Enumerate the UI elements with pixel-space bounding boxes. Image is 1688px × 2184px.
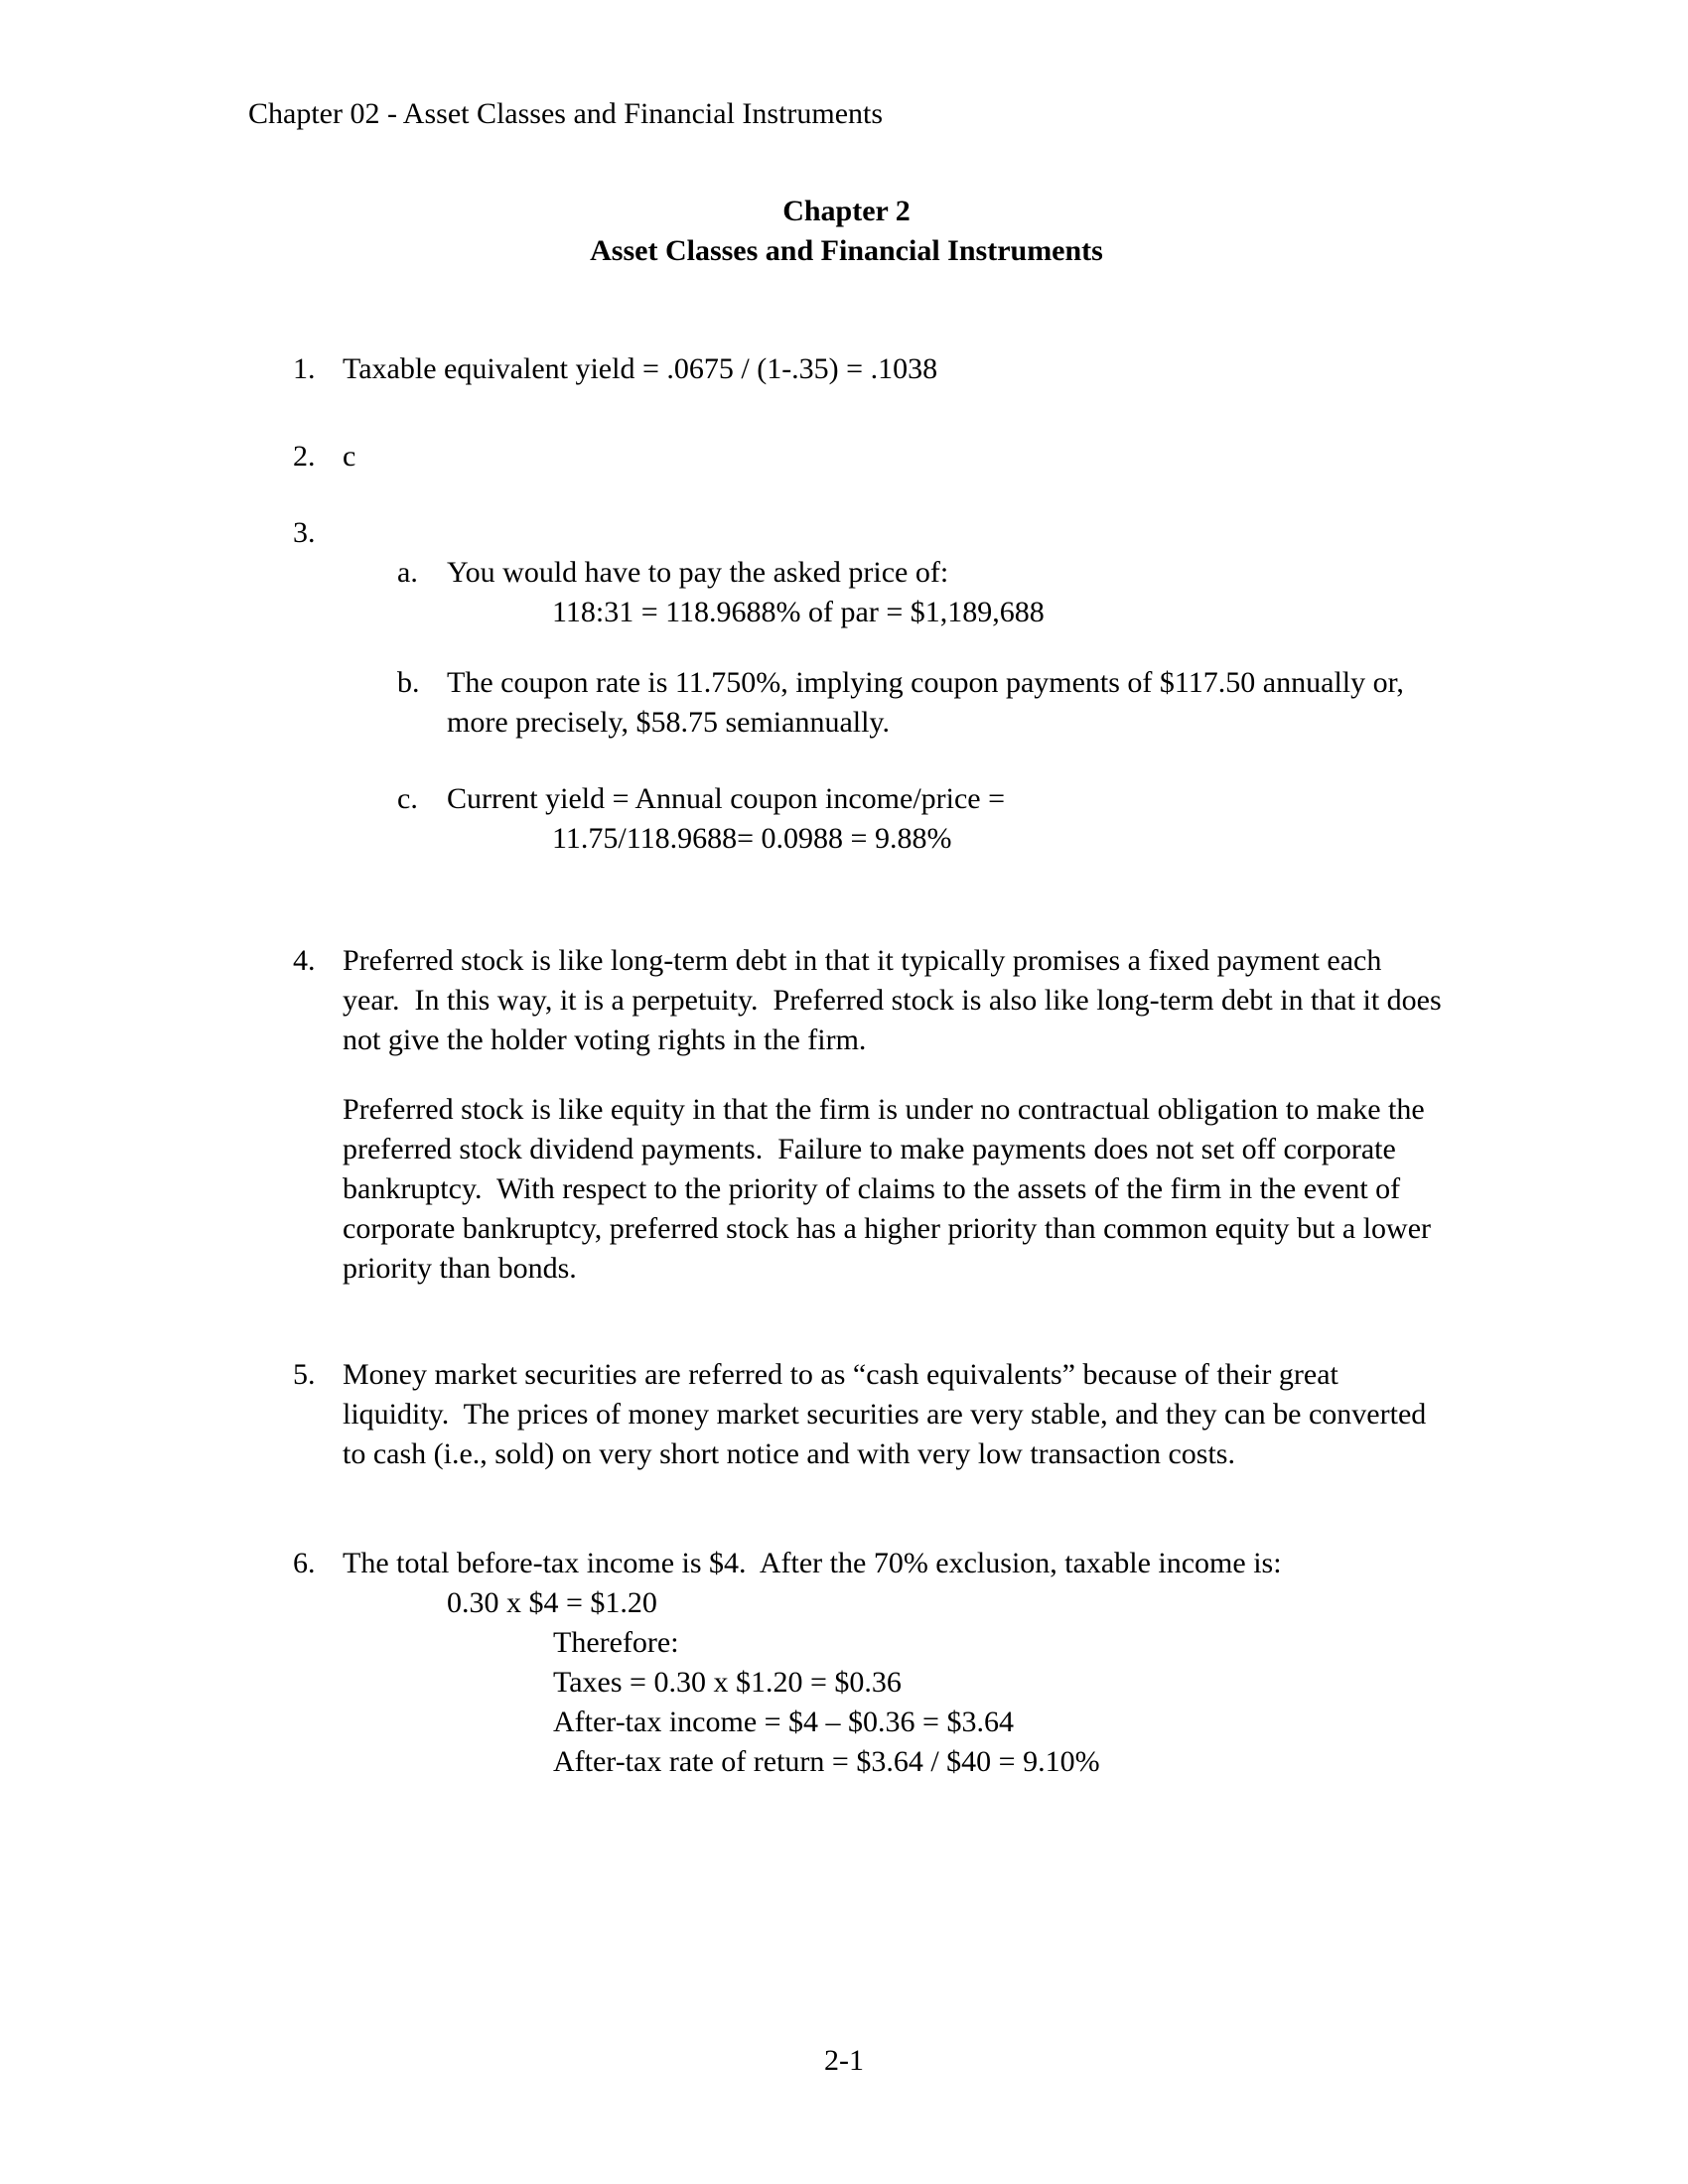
problem-6-calc-after-tax-return: After-tax rate of return = $3.64 / $40 = 9.10% xyxy=(553,1745,1100,1778)
problem-3c-calculation: 11.75/118.9688= 0.0988 = 9.88% xyxy=(552,822,952,855)
problem-3a xyxy=(397,553,1445,593)
problem-4-number: 4. xyxy=(293,944,316,977)
problem-3a-text: You would have to pay the asked price of: xyxy=(447,556,949,589)
problem-3c-text: Current yield = Annual coupon income/price = xyxy=(447,782,1006,815)
chapter-title-line2: Asset Classes and Financial Instruments xyxy=(590,234,1103,267)
problem-3b-letter: b. xyxy=(397,666,420,699)
problem-3b-text: The coupon rate is 11.750%, implying coupon payments of $117.50 annually or, more precisely, $58.75 semiannually. xyxy=(447,666,1412,739)
problem-1 xyxy=(293,349,1445,389)
problem-3-number: 3. xyxy=(293,516,316,549)
problem-4 xyxy=(293,941,1450,1289)
page-number: 2-1 xyxy=(824,2044,864,2077)
problem-3-body xyxy=(343,513,1445,553)
problem-3c-letter: c. xyxy=(397,782,418,815)
problem-3a-calculation: 118:31 = 118.9688% of par = $1,189,688 xyxy=(552,596,1045,628)
chapter-title xyxy=(248,192,1445,271)
problem-5 xyxy=(293,1355,1445,1474)
problem-2 xyxy=(293,437,1445,477)
problem-6-intro: The total before-tax income is $4. After the 70% exclusion, taxable income is: xyxy=(343,1547,1282,1579)
problem-6-number: 6. xyxy=(293,1547,316,1579)
chapter-title-line1: Chapter 2 xyxy=(782,195,911,227)
problem-6-calc-after-tax-income: After-tax income = $4 – $0.36 = $3.64 xyxy=(553,1706,1014,1738)
problem-4-body xyxy=(343,941,1450,1289)
problem-6-calc-taxes: Taxes = 0.30 x $1.20 = $0.36 xyxy=(553,1666,902,1699)
problem-5-number: 5. xyxy=(293,1358,316,1391)
running-header: Chapter 02 - Asset Classes and Financial Instruments xyxy=(248,97,884,130)
problem-3 xyxy=(293,513,1445,553)
problem-6-therefore: Therefore: xyxy=(553,1626,679,1659)
problem-1-text: Taxable equivalent yield = .0675 / (1-.35) = .1038 xyxy=(343,352,938,385)
problem-3a-letter: a. xyxy=(397,556,418,589)
problem-2-text: c xyxy=(343,440,356,473)
problem-3b xyxy=(397,663,1445,743)
problem-1-number: 1. xyxy=(293,352,316,385)
problem-4-paragraph-2: Preferred stock is like equity in that the firm is under no contractual obligation to make the preferred stock dividend payments. Failure to make payments does not set off corporate bankruptcy. With respect to the priority of claims to the assets of the firm in the event of corporate bankruptcy, preferred stock has a higher priority than common equity but a lower priority than bonds. xyxy=(343,1093,1439,1285)
problem-5-text: Money market securities are referred to as “cash equivalents” because of their great liquidity. The prices of money market securities are very stable, and they can be converted to cash (i.e., sold) on very short notice and with very low transaction costs. xyxy=(343,1358,1434,1470)
problem-3c xyxy=(397,779,1445,819)
problem-2-number: 2. xyxy=(293,440,316,473)
problem-6 xyxy=(293,1544,1445,1583)
problem-4-paragraph-1: Preferred stock is like long-term debt in that it typically promises a fixed payment each year. In this way, it is a perpetuity. Preferred stock is also like long-term debt in that it does not give the holder voting rights in the firm. xyxy=(343,944,1450,1056)
problem-6-calc-taxable-income: 0.30 x $4 = $1.20 xyxy=(447,1586,657,1619)
